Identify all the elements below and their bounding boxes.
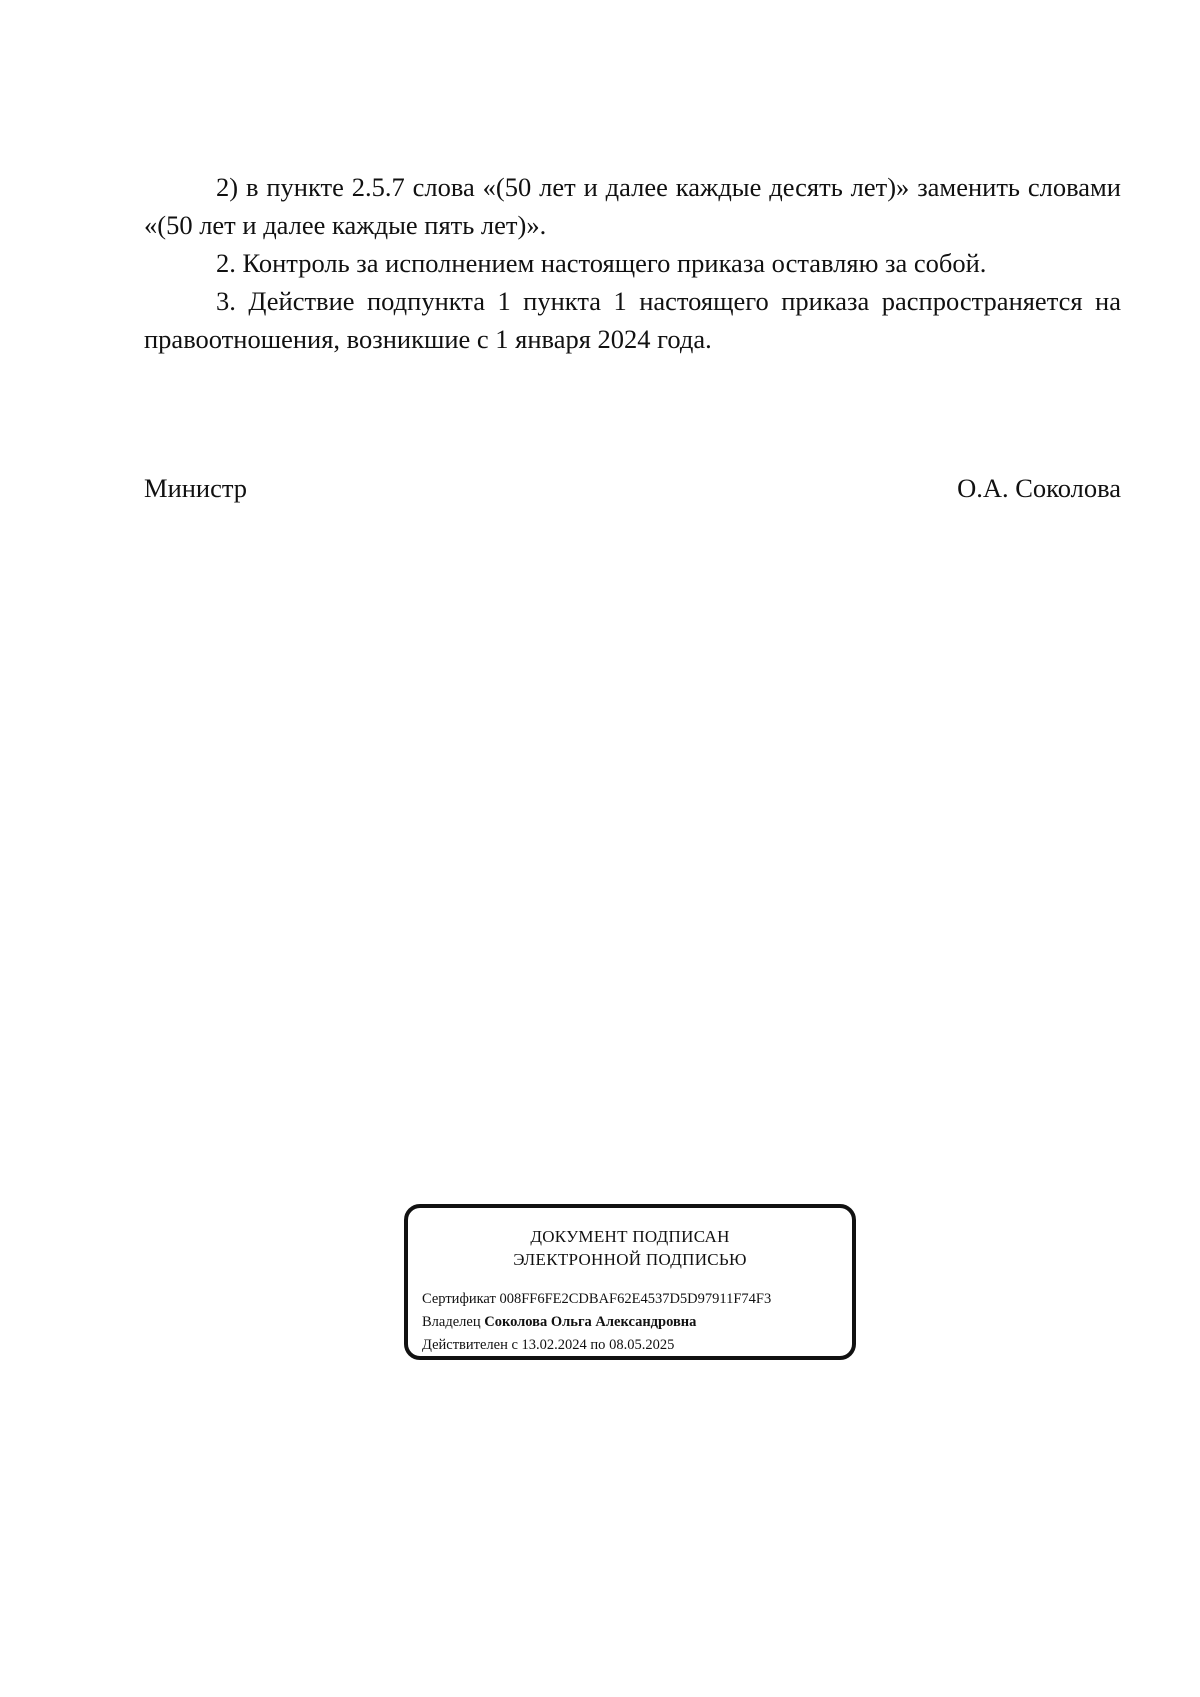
certificate-value: 008FF6FE2CDBAF62E4537D5D97911F74F3 [499, 1291, 772, 1307]
owner-label: Владелец [422, 1314, 481, 1330]
stamp-title-line-1: ДОКУМЕНТ ПОДПИСАН [530, 1227, 730, 1246]
signature-row [144, 469, 1121, 507]
paragraph-item-1-2: 2) в пункте 2.5.7 слова «(50 лет и далее каждые десять лет)» заменить словами «(50 лет и далее каждые пять лет)». [144, 172, 1121, 240]
valid-label: Действителен с [422, 1337, 518, 1353]
stamp-title-line-2: ЭЛЕКТРОННОЙ ПОДПИСЬЮ [513, 1250, 747, 1269]
signatory-position: Министр [144, 473, 248, 503]
stamp-details [422, 1288, 771, 1357]
stamp-owner-line [422, 1311, 771, 1334]
paragraph-item-2: 2. Контроль за исполнением настоящего приказа оставляю за собой. [216, 248, 987, 278]
document-body [144, 168, 1121, 358]
stamp-certificate-line [422, 1288, 771, 1311]
stamp-title [408, 1225, 852, 1271]
valid-from: 13.02.2024 [521, 1337, 587, 1353]
valid-to: 08.05.2025 [609, 1337, 675, 1353]
stamp-validity-line [422, 1334, 771, 1357]
paragraph-item-3: 3. Действие подпункта 1 пункта 1 настоящего приказа распространяется на правоотношения, возникшие с 1 января 2024 года. [144, 286, 1121, 354]
electronic-signature-stamp [404, 1204, 856, 1360]
certificate-label: Сертификат [422, 1291, 496, 1307]
owner-value: Соколова Ольга Александровна [484, 1314, 697, 1330]
valid-to-label: по [590, 1337, 606, 1353]
signatory-name: О.А. Соколова [957, 473, 1121, 503]
